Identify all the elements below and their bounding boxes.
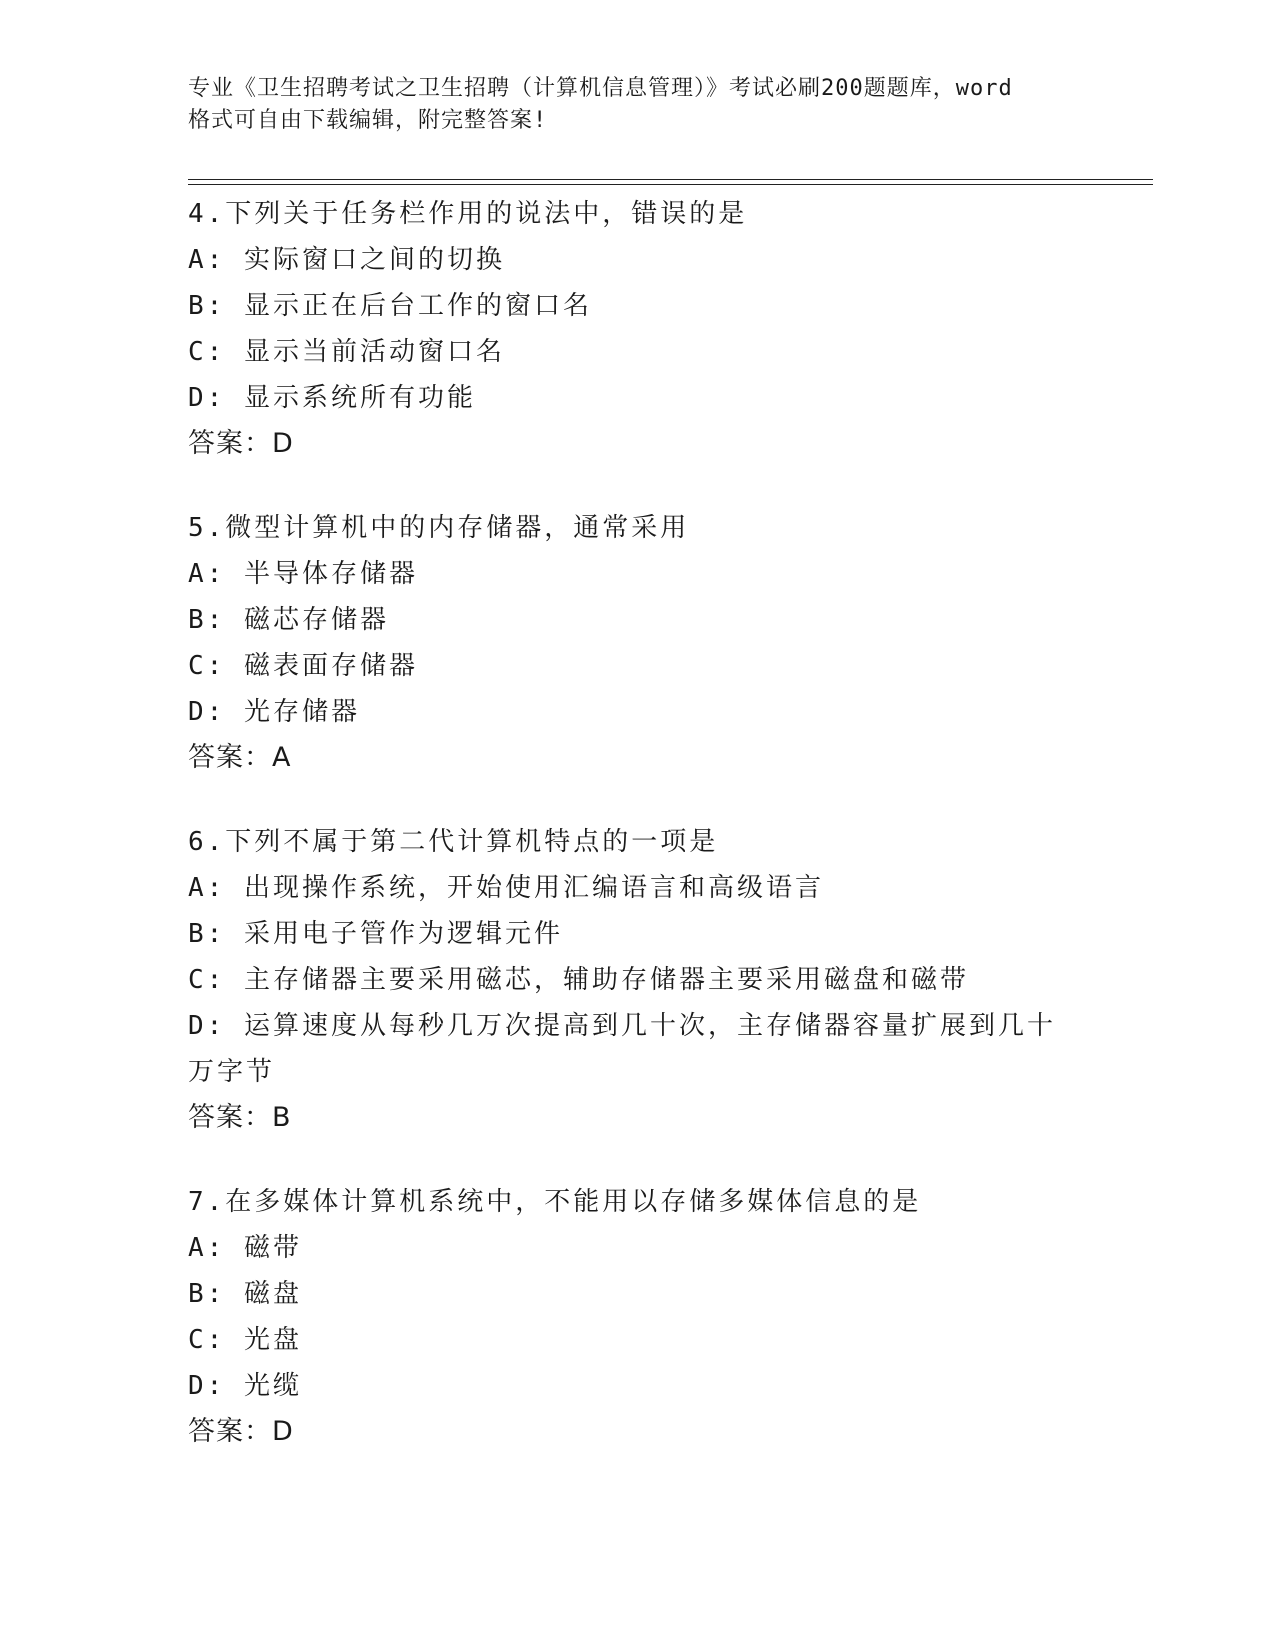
option-c: C: 磁表面存储器 xyxy=(188,651,418,681)
option-a: A: 半导体存储器 xyxy=(188,559,418,589)
document-header xyxy=(188,73,1108,137)
option-b: B: 磁盘 xyxy=(188,1279,302,1309)
option-b: B: 磁芯存储器 xyxy=(188,605,389,635)
option-c: C: 光盘 xyxy=(188,1325,302,1355)
question-stem: 7.在多媒体计算机系统中，不能用以存储多媒体信息的是 xyxy=(188,1187,922,1217)
header-divider-top xyxy=(188,179,1153,180)
answer-label: 答案：D xyxy=(188,1416,294,1447)
option-c: C: 主存储器主要采用磁芯，辅助存储器主要采用磁盘和磁带 xyxy=(188,965,969,995)
header-line-1: 专业《卫生招聘考试之卫生招聘（计算机信息管理）》考试必刷200题题库，word xyxy=(188,76,1013,101)
option-d: D: 显示系统所有功能 xyxy=(188,383,476,413)
option-d: D: 运算速度从每秒几万次提高到几十次，主存储器容量扩展到几十万字节 xyxy=(188,1011,1056,1087)
question-7 xyxy=(188,1179,1088,1455)
question-5 xyxy=(188,505,1088,781)
header-line-2: 格式可自由下载编辑，附完整答案! xyxy=(188,108,548,133)
option-c: C: 显示当前活动窗口名 xyxy=(188,337,505,367)
answer-label: 答案：B xyxy=(188,1102,292,1133)
header-divider-bottom xyxy=(188,184,1153,185)
question-stem: 6.下列不属于第二代计算机特点的一项是 xyxy=(188,827,719,857)
answer-label: 答案：A xyxy=(188,742,292,773)
question-stem: 5.微型计算机中的内存储器，通常采用 xyxy=(188,513,690,543)
option-a: A: 磁带 xyxy=(188,1233,302,1263)
option-b: B: 显示正在后台工作的窗口名 xyxy=(188,291,592,321)
option-a: A: 实际窗口之间的切换 xyxy=(188,245,505,275)
answer-label: 答案：D xyxy=(188,428,294,459)
question-list xyxy=(188,191,1088,1493)
question-stem: 4.下列关于任务栏作用的说法中，错误的是 xyxy=(188,199,748,229)
question-6 xyxy=(188,819,1088,1141)
option-d: D: 光缆 xyxy=(188,1371,302,1401)
question-4 xyxy=(188,191,1088,467)
option-d: D: 光存储器 xyxy=(188,697,360,727)
option-a: A: 出现操作系统，开始使用汇编语言和高级语言 xyxy=(188,873,824,903)
option-b: B: 采用电子管作为逻辑元件 xyxy=(188,919,563,949)
